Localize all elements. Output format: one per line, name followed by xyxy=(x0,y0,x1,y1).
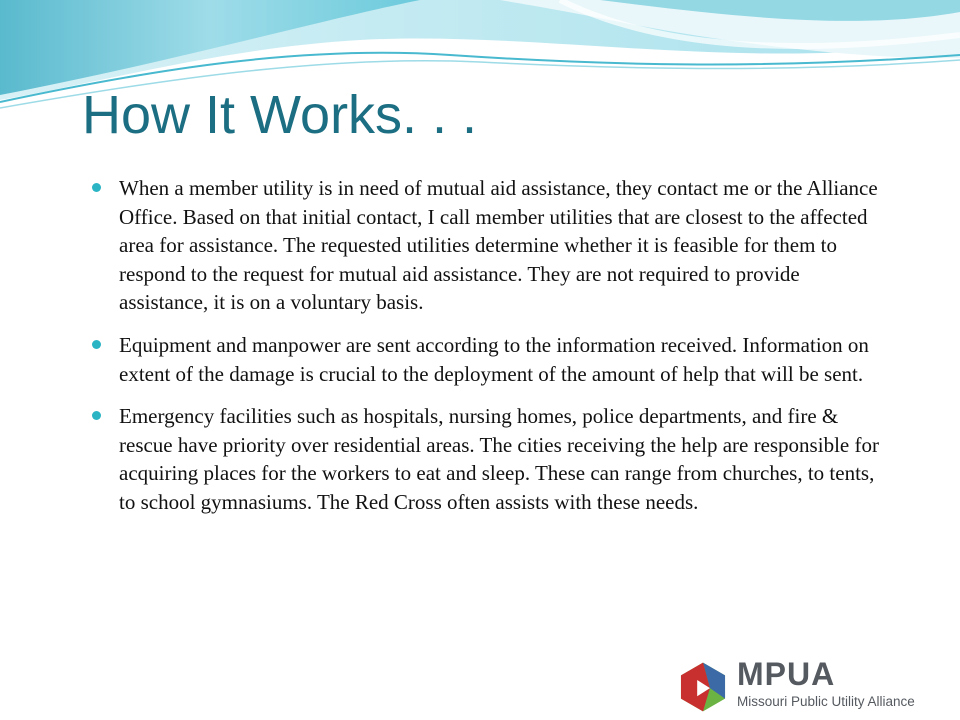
bullet-text: When a member utility is in need of mutual aid assistance, they contact me or the Alliance Office. Based on that initial contact, I call member utilities that are closest to the affected area for assistance. The requested utilities determine whether it is feasible for them to respond to the request for mutual aid assistance. They are not required to provide assistance, it is on a voluntary basis. xyxy=(119,176,878,315)
slide-title: How It Works. . . xyxy=(82,85,478,145)
bullet-icon xyxy=(92,411,101,420)
bullet-list xyxy=(92,174,892,531)
logo-abbreviation: MPUA xyxy=(737,656,836,692)
bullet-text: Emergency facilities such as hospitals, nursing homes, police departments, and fire & rescue have priority over residential areas. The cities receiving the help are responsible for acquiring places for the workers to eat and sleep. These can range from churches, to tents, to school gymnasiums. The Red Cross often assists with these needs. xyxy=(119,404,879,514)
bullet-item xyxy=(92,402,892,516)
bullet-icon xyxy=(92,340,101,349)
bullet-item xyxy=(92,331,892,388)
bullet-icon xyxy=(92,183,101,192)
logo-full-name: Missouri Public Utility Alliance xyxy=(737,694,915,709)
bullet-item xyxy=(92,174,892,317)
bullet-text: Equipment and manpower are sent according to the information received. Information on extent of the damage is crucial to the deployment of the amount of help that will be sent. xyxy=(119,332,869,386)
mpua-logo xyxy=(664,646,940,720)
mpua-logo-icon xyxy=(674,658,732,716)
